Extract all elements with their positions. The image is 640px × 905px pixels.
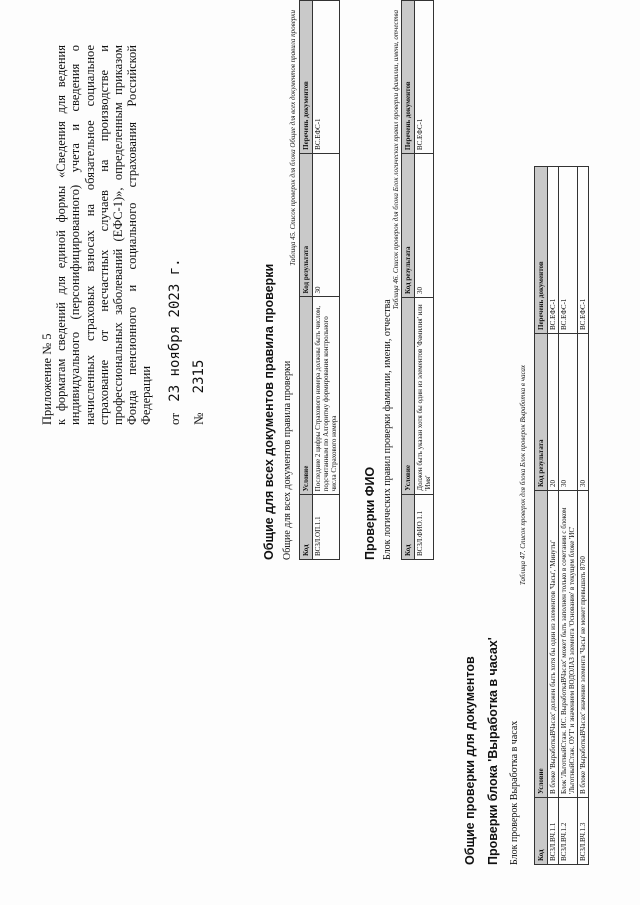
header-condition: Условие [402, 297, 415, 494]
cell-code: ВСЗЛ.ВЧ.1.2 [559, 798, 578, 865]
table-hours [534, 166, 589, 865]
header-result-code: Код результата [402, 154, 415, 298]
cell-result-code: 30 [313, 153, 340, 297]
header-code: Код [402, 494, 415, 559]
cell-code: ВСЗЛ.ОП.1.1 [313, 495, 340, 560]
section-title: Проверки ФИО [363, 466, 377, 560]
table-row [578, 167, 589, 865]
cell-documents: ВС.ЕФС-1 [578, 167, 589, 334]
table-general [299, 0, 340, 560]
number-handwritten: 2315 [190, 359, 207, 394]
section-title: Проверки блока 'Выработка в часах' [486, 637, 500, 865]
table-caption: Таблица 45. Список проверок для блока Общие для всех документов правила проверки [289, 10, 297, 266]
cell-condition: В блоке 'ВыработкаВЧасах' должен быть хотя бы один из элементов 'Часы', 'Минуты' [548, 491, 559, 798]
cell-condition: В блоке 'ВыработкаВЧасах' значение элемента 'Часы' не может превышать 8760 [578, 491, 589, 798]
table-header-row [402, 1, 415, 560]
section-title: Общие проверки для документов [463, 656, 477, 865]
section-title: Общие для всех документов правила проверки [262, 263, 276, 560]
appendix-header [40, 45, 206, 425]
header-code: Код [535, 798, 548, 865]
table-fio [401, 0, 434, 560]
appendix-description: к форматам сведений для единой формы «Сведения для ведения индивидуального (персонифицированного) учета и сведения о начисленных страховых взносах на обязательное социальное страхование от несчастных случаев на производстве и профессиональных заболеваний (ЕФС-1)», определенным приказом Фонда пенсионного и социального страхования Российской Федерации [54, 45, 154, 425]
table-row [548, 167, 559, 865]
cell-condition: Должен быть указан хотя бы один из элементов 'Фамилия' или 'Имя' [415, 297, 434, 494]
table-row [313, 1, 340, 560]
cell-documents: ВС.ЕФС-1 [548, 167, 559, 334]
cell-code: ВСЗЛ.ВЧ.1.3 [578, 798, 589, 865]
cell-code: ВСЗЛ.ВЧ.1.1 [548, 798, 559, 865]
cell-condition: Последние 2 цифры Страхового номера должны быть числом, подсчитанным по Алгоритму формирования контрольного числа Страхового номера [313, 297, 340, 495]
cell-condition: Блок 'ЛьготныйСтаж. ИС. ВыработкаВЧасах' может быть заполнен только в сочетании с блоком 'ЛьготныйСтаж. ОУТ' и значением ВОДОЛАЗ элемента 'Основание' в текущем блоке 'ИС' [559, 491, 578, 798]
appendix-number: № 2315 [190, 359, 207, 425]
section-subtitle: Общие для всех документов правила проверки [282, 360, 293, 560]
appendix-title: Приложение № 5 [40, 333, 54, 425]
header-condition: Условие [535, 491, 548, 798]
header-documents: Перечень документов [300, 1, 313, 154]
cell-result-code: 20 [548, 334, 559, 491]
header-documents: Перечень документов [535, 167, 548, 334]
table-caption: Таблица 46. Список проверок для блока Блок логических правил проверки фамилии, имени, отчества [392, 10, 400, 310]
section-general-title-wrap [262, 264, 276, 560]
cell-documents: ВС.ЕФС-1 [313, 1, 340, 154]
section-subtitle: Блок проверок Выработка в часах [509, 720, 520, 865]
table [401, 0, 434, 560]
table [534, 166, 589, 865]
header-documents: Перечень документов [402, 1, 415, 154]
cell-result-code: 30 [578, 334, 589, 491]
cell-documents: ВС.ЕФС-1 [415, 1, 434, 154]
table-header-row [535, 167, 548, 865]
cell-documents: ВС.ЕФС-1 [559, 167, 578, 334]
header-result-code: Код результата [535, 334, 548, 491]
section-fio-title-wrap [363, 467, 377, 560]
table-header-row [300, 1, 313, 560]
header-code: Код [300, 495, 313, 560]
section-hours-title-wrap [486, 637, 500, 865]
cell-result-code: 30 [559, 334, 578, 491]
section-subtitle: Блок логических правил проверки фамилии, имени, отчества [382, 299, 393, 560]
section-docs-title-wrap [463, 656, 477, 865]
date-handwritten: 23 ноября 2023 г. [166, 258, 183, 402]
table-caption: Таблица 47. Список проверок для блока Блок проверок Выработка в часах [519, 365, 527, 586]
header-condition: Условие [300, 297, 313, 495]
appendix-date: от 23 ноября 2023 г. [166, 258, 183, 425]
table-row [415, 1, 434, 560]
cell-code: ВСЗЛ.ФИО.1.1 [415, 494, 434, 559]
header-result-code: Код результата [300, 153, 313, 297]
table-row [559, 167, 578, 865]
table [299, 0, 340, 560]
cell-result-code: 30 [415, 154, 434, 298]
